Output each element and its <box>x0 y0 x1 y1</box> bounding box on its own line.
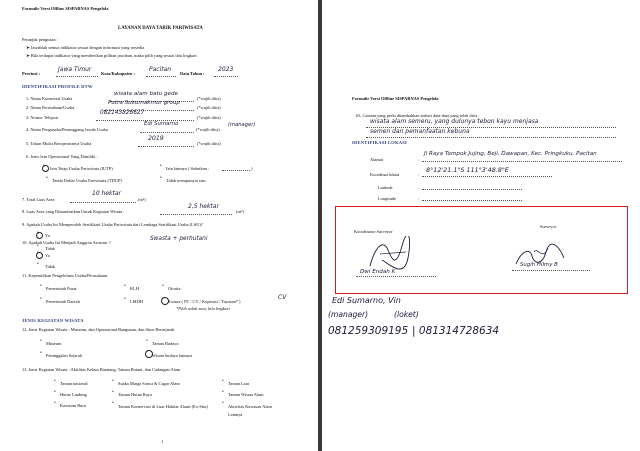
q11-note: *Pilih salah satu, lalu lingkari <box>176 306 230 311</box>
q13-option[interactable]: Aktivitas Kawasan Alam Lainnya <box>228 404 272 417</box>
q12-option[interactable]: Museum <box>46 341 62 346</box>
koordinat-value[interactable]: 8°12'21.1"S 111°3'48.8"E <box>426 166 509 174</box>
q12-option[interactable]: Taman Budaya <box>152 341 179 346</box>
role-value[interactable]: (manager) <box>228 122 256 128</box>
koordinat-label: Koordinat lokasi <box>370 172 400 177</box>
q11-option[interactable]: Otorita <box>168 286 181 291</box>
item-label: 1. Nama Komersial Usaha <box>26 96 73 101</box>
swasta-type-value[interactable]: CV <box>278 294 287 301</box>
luas-area-value[interactable]: 10 hektar <box>92 190 122 197</box>
unit-label: (m²) <box>138 197 146 202</box>
q13-option[interactable]: Suaka Marga Satwa & Cagar Alam <box>118 381 180 386</box>
required-note: (*wajib diisi) <box>197 115 221 120</box>
luas-dimanfaatkan-value[interactable]: 2,5 hektar <box>188 203 219 210</box>
q13-option[interactable]: Taman Hutan Raya <box>118 392 152 397</box>
sign-right-label: Surveyor <box>540 224 557 229</box>
q8-label: 8. Luas Area yang Dimanfaatkan Untuk Kegiatan Wisata : <box>22 209 125 214</box>
q13-option[interactable]: Taman Konservasi di Luar Habitat Alami (Ex-Situ) <box>118 404 208 409</box>
required-note: (*wajib diisi) <box>196 127 220 132</box>
q12-option[interactable]: Wisata budaya lainnya <box>152 353 192 358</box>
q63-label: 63. Catatan yang perlu ditambahkan terkait data-data yang telah diisi : <box>356 113 480 118</box>
q13-option[interactable]: Kawasan Buru <box>60 403 86 408</box>
q12-option[interactable]: Peninggalan Sejarah <box>46 353 82 358</box>
catatan-value-2[interactable]: semen dan pemanfaatan kebuna <box>370 128 470 135</box>
penanggung-jawab-value[interactable]: Edi Sumarno <box>144 121 179 127</box>
item-label: 3. Nomor Telepon <box>26 115 58 120</box>
kota-label: Kota/Kabupaten : <box>101 71 136 76</box>
nama-perusahaan-value[interactable]: Putra Sukomakmur group <box>108 100 180 106</box>
page-header: Formulir Versi Offline SISPARNAS Pengelola <box>22 6 109 11</box>
page-number: 1 <box>161 439 164 444</box>
tahun-mulai-value[interactable]: 2019 <box>148 135 164 142</box>
q6-close: ) <box>251 166 253 171</box>
q13-option[interactable]: Taman Laut <box>228 381 250 386</box>
required-note: (*wajib diisi) <box>197 96 221 101</box>
contact-role-1: (manager) <box>328 310 369 319</box>
item-label: 5. Tahun Mulai Beroperasinya Usaha <box>26 141 92 146</box>
form-title: LAYANAN DAYA TARIK PARIWISATA <box>118 26 203 31</box>
q6-label: 6. Jenis Izin Operasional Yang Dimiliki : <box>26 154 98 159</box>
q10-option[interactable]: Ya <box>45 253 50 258</box>
q13-option[interactable]: Taman Wisata Alam <box>228 392 264 397</box>
q9-option[interactable]: Ya <box>45 233 50 238</box>
required-note: (*wajib diisi) <box>197 105 221 110</box>
item-label: 4. Nama Pengusaha/Penanggung Jawab Usaha <box>26 127 108 132</box>
q6-option[interactable]: Tanda Daftar Usaha Pariwisata (TDUP) <box>52 178 122 183</box>
q9-option[interactable]: Tidak <box>45 246 56 251</box>
section-lokasi: IDENTIFIKASI LOKASI <box>352 140 407 145</box>
contact-phone-1: 081259309195 <box>328 325 409 337</box>
q10-label: 10. Apakah Usaha Ini Menjadi Anggota Asosiasi ? <box>22 240 111 245</box>
q7-label: 7. Total Luas Area : <box>22 197 57 202</box>
contact-phone-2: | 081314728634 <box>412 325 500 337</box>
kota-value[interactable]: Pacitan <box>149 66 172 73</box>
longitude-label: Longitude <box>378 196 397 201</box>
tahun-label: Data Tahun : <box>180 71 205 76</box>
alamat-value[interactable]: Jl Raya Tompok Jujing, Beji, Dawapan, Kec. Pringkuku, Pacitan <box>424 151 597 157</box>
q9-label: 9. Apakah Usaha Ini Memperoleh Sertifikasi Usaha Pariwisata dari Lembaga Sertifikasi Usaha (LSU)? <box>22 222 203 227</box>
form-page-2: Formulir Versi Offline SISPARNAS Pengelola 63. Catatan yang perlu ditambahkan terkait data-data yang telah diisi : wisata alam semeru, yang dulunya tebon kayu menjasa semen dan pemanfaatan kebuna IDENTIFIKASI LOKASI Alamat : Jl Raya Tompok Jujing, Beji, Dawapan, Kec. Pringkuku, Pacitan Koordinat lokasi : 8°12'21.1"S 111°3'48.8"E Latitude : Longitude : Koordinator Surveyor Dwi Endah K Surveyor Sugih Hilmy B Edi Sumarno, Vin (manager) (loket) 081259309195 | 081314728634 <box>322 0 640 451</box>
alamat-label: Alamat <box>370 157 383 162</box>
section-kegiatan: JENIS KEGIATAN WISATA <box>22 318 84 323</box>
form-page-1: Formulir Versi Offline SISPARNAS Pengelola LAYANAN DAYA TARIK PARIWISATA Petunjuk pengisian : ➤ Jawablah semua indikator sesuai dengan informasi yang tersedia ➤ Bila terdapat indikator yang memberikan pilihan jawaban, maka pilih yang sesuai lalu lingkari Provinsi : Jawa Timur Kota/Kabupaten : Pacitan Data Tahun : 2023 IDENTIFIKASI PROFILE DTW 1. Nama Komersial Usaha wisata alam batu gede (*wajib diisi) 2. Nama Perusahaan/Usaha Putra Sukomakmur group (*wajib diisi) 3. Nomor Telepon 082143826627 (*wajib diisi) 4. Nama Pengusaha/Penanggung Jawab Usaha Edi Sumarno (*wajib diisi) (manager) 5. Tahun Mulai Beroperasinya Usaha 2019 (*wajib diisi) 6. Jenis Izin Operasional Yang Dimiliki : • Izin Tetap Usaha Pariwisata (IUTP) • Izin lainnya ( Sebutkan : ) • Tanda Daftar Usaha Pariwisata (TDUP) • Tidak mempunyai izin 7. Total Luas Area : 10 hektar (m²) 8. Luas Area yang Dimanfaatkan Untuk Kegiatan Wisata : 2,5 hektar (m²) 9. Apakah Usaha Ini Memperoleh Sertifikasi Usaha Pariwisata dari Lembaga Sertifikasi Usaha (LSU)? • Ya • Tidak 10. Apakah Usaha Ini Menjadi Anggota Asosiasi ? Swasta + perhutani • Ya • Tidak 11. Kepemilikan Pengelolaan Usaha/Perusahaan: • Pemerintah Pusat • KLH • Otorita • Pemerintah Daerah • LMDH • Swasta ( PT / CV / Koperasi / Yayasan* ) CV *Pilih salah satu, lalu lingkari JENIS KEGIATAN WISATA 12. Jenis Kegiatan Wisata : Museum, dan Operasional Bangunan, dan Situs Bersejarah • Museum • Taman Budaya • Peninggalan Sejarah • Wisata budaya lainnya 13. Jenis Kegiatan Wisata : Aktifitas Kebun Binatang, Taman Botani, dan Cadangan Alam • Taman nasional • Suaka Marga Satwa & Cagar Alam • Taman Laut • Hutan Lindung • Taman Hutan Raya • Taman Wisata Alam • Kawasan Buru • Taman Konservasi di Luar Habitat Alami (Ex-Situ) • Aktivitas Kawasan Alam Lainnya 1 <box>0 0 318 451</box>
asosiasi-value[interactable]: Swasta + perhutani <box>150 236 208 242</box>
unit-label: (m²) <box>236 209 244 214</box>
page-header: Formulir Versi Offline SISPARNAS Pengelola <box>352 96 439 101</box>
q11-label: 11. Kepemilikan Pengelolaan Usaha/Perusahaan: <box>22 273 109 278</box>
item-label: 2. Nama Perusahaan/Usaha <box>26 105 75 110</box>
q11-option[interactable]: KLH <box>130 286 140 291</box>
q13-option[interactable]: Hutan Lindung <box>60 392 87 397</box>
q6-option[interactable]: Tidak mempunyai izin <box>166 178 206 183</box>
q6-option[interactable]: Izin lainnya ( Sebutkan : <box>166 166 210 171</box>
required-note: (*wajib diisi) <box>197 141 221 146</box>
q10-option[interactable]: Tidak <box>45 264 56 269</box>
section-profile: IDENTIFIKASI PROFILE DTW <box>22 84 93 89</box>
q13-option[interactable]: Taman nasional <box>60 381 88 386</box>
instruction-2: ➤ Bila terdapat indikator yang memberikan pilihan jawaban, maka pilih yang sesuai lalu lingkari <box>26 53 197 58</box>
sign-left-label: Koordinator Surveyor <box>354 229 393 234</box>
q6-option[interactable]: Izin Tetap Usaha Pariwisata (IUTP) <box>50 166 113 171</box>
q13-label: 13. Jenis Kegiatan Wisata : Aktifitas Kebun Binatang, Taman Botani, dan Cadangan Alam <box>22 367 181 372</box>
contact-role-2: (loket) <box>394 310 419 319</box>
provinsi-value[interactable]: Jawa Timur <box>58 66 92 73</box>
signature-left <box>362 236 422 272</box>
provinsi-label: Provinsi : <box>22 71 41 76</box>
q11-option[interactable]: Pemerintah Pusat <box>46 286 77 291</box>
q11-option[interactable]: Swasta ( PT / CV / Koperasi / Yayasan* ) <box>168 299 241 304</box>
nama-komersial-value[interactable]: wisata alam batu gede <box>114 91 178 97</box>
catatan-value-1[interactable]: wisata alam semeru, yang dulunya tebon kayu menjasa <box>370 118 539 125</box>
q11-option[interactable]: Pemerintah Daerah <box>46 299 80 304</box>
telepon-value[interactable]: 082143826627 <box>100 110 145 116</box>
sign-right-name: Sugih Hilmy B <box>520 262 558 268</box>
instruction-1: ➤ Jawablah semua indikator sesuai dengan informasi yang tersedia <box>26 45 145 50</box>
tahun-value[interactable]: 2023 <box>218 66 234 73</box>
q11-option[interactable]: LMDH <box>130 299 143 304</box>
contact-name: Edi Sumarno, Vin <box>332 296 401 305</box>
instructions-heading: Petunjuk pengisian : <box>22 37 58 42</box>
sign-left-name: Dwi Endah K <box>360 269 396 275</box>
q12-label: 12. Jenis Kegiatan Wisata : Museum, dan Operasional Bangunan, dan Situs Bersejarah <box>22 327 175 332</box>
latitude-label: Latitude <box>378 185 393 190</box>
